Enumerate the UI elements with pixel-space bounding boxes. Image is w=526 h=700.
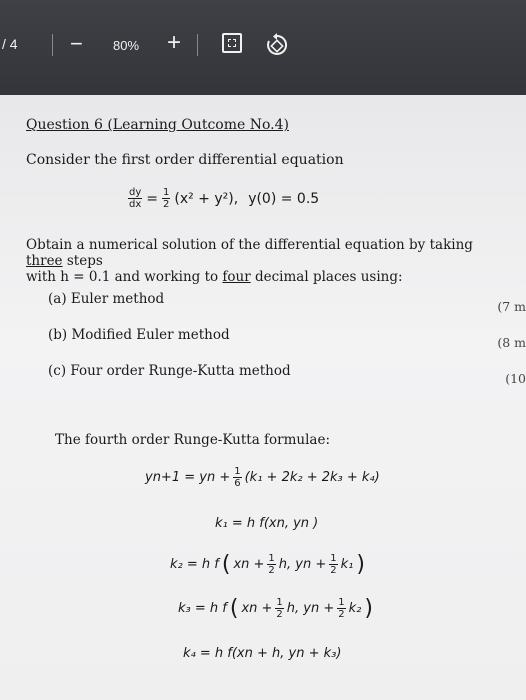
method-marks: (8 m <box>497 335 526 350</box>
rk-k2-formula: k₂ = h f ( xn + $\frac{1}{2}$ h, yn + $\frac{1}{2}$ k₁ ) <box>170 551 365 577</box>
page-indicator: / 4 <box>2 36 18 52</box>
document-page <box>0 95 526 700</box>
question-title: Question 6 (Learning Outcome No.4) <box>26 117 289 133</box>
fit-page-icon[interactable] <box>222 33 242 53</box>
rotate-icon[interactable] <box>264 32 290 58</box>
half-fraction: $\frac{1}{2}$ <box>163 187 170 210</box>
rk-k4-formula: k₄ = h f(xn + h, yn + k₃) <box>183 646 342 661</box>
method-marks: (7 m <box>497 299 526 314</box>
pdf-toolbar <box>0 0 526 95</box>
rk-title: The fourth order Runge-Kutta formulae: <box>55 432 331 448</box>
toolbar-divider <box>197 34 198 56</box>
method-item: (a) Euler method <box>48 291 165 307</box>
initial-condition: y(0) = 0.5 <box>248 190 320 207</box>
rk-k3-formula: k₃ = h f ( xn + $\frac{1}{2}$ h, yn + $\frac{1}{2}$ k₂ ) <box>178 595 373 621</box>
method-item: (b) Modified Euler method <box>48 327 230 343</box>
rk-y-formula: yn+1 = yn + $\frac{1}{6}$ (k₁ + 2k₂ + 2k₃ + k₄) <box>145 466 380 489</box>
dy-dx-fraction: $\frac{dy}{dx}$ <box>129 187 142 210</box>
instructions: Obtain a numerical solution of the differential equation by taking three steps with h = 0.1 and working to four decimal places using: <box>26 237 473 285</box>
differential-equation: $\frac{dy}{dx}$ = $\frac{1}{2}$ (x² + y²), y(0) = 0.5 <box>129 187 320 210</box>
toolbar-divider <box>52 34 53 56</box>
method-marks: (10 <box>505 371 526 386</box>
rk-k1-formula: k₁ = h f(xn, yn ) <box>215 516 319 531</box>
zoom-level[interactable]: 80% <box>113 38 140 53</box>
method-item: (c) Four order Runge-Kutta method <box>48 363 291 379</box>
intro-text: Consider the first order differential equation <box>26 152 344 168</box>
zoom-out-button[interactable]: − <box>70 31 83 56</box>
zoom-in-button[interactable]: + <box>167 29 182 56</box>
